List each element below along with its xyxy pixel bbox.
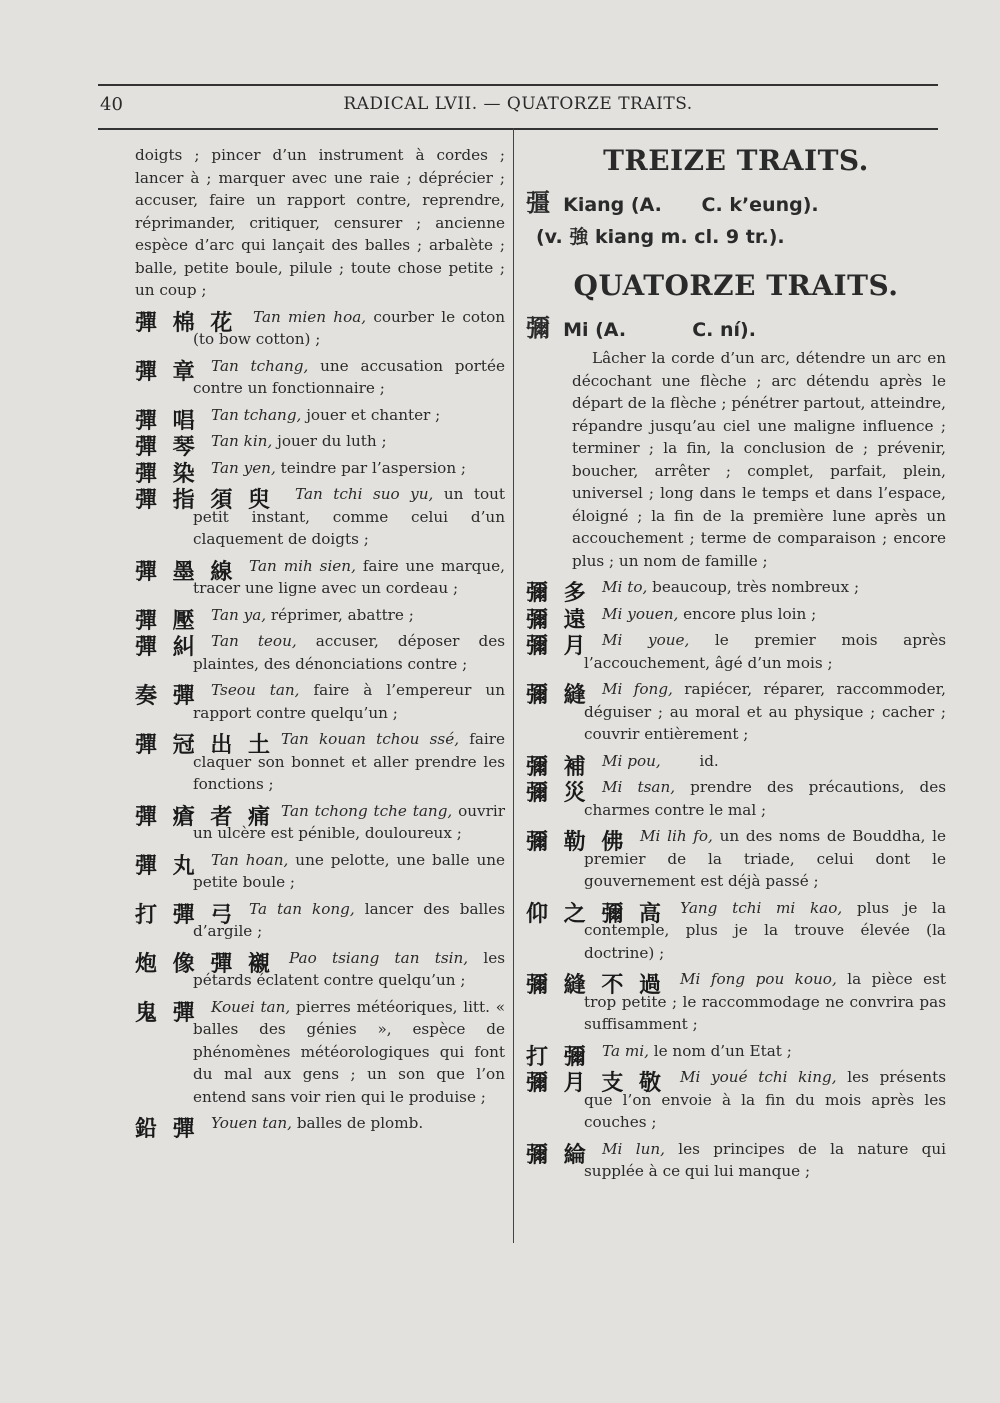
dictionary-entry [526, 629, 951, 674]
headword-mi-pron: Mi (A. C. ní). [563, 319, 756, 341]
dictionary-entry [135, 430, 505, 460]
dictionary-entry [135, 306, 510, 351]
entry-hanzi: 彌 勒 佛 [526, 830, 628, 855]
entry-romanization: Tan tchong tche tang, [281, 801, 453, 820]
entry-gloss: la pièce est trop petite ; le raccommodage ne convrira pas suffisamment ; [584, 970, 951, 1033]
entry-gloss: les principes de la nature qui supplée à ce qui lui manque ; [584, 1139, 951, 1180]
dictionary-entry [135, 800, 510, 845]
right-entry-list [526, 576, 951, 1183]
headword-kiang-variant: (v. 強 kiang m. cl. 9 tr.). [536, 226, 785, 248]
entry-romanization: Tan tchang, [211, 356, 309, 375]
entry-romanization: Mi lun, [602, 1139, 665, 1158]
entry-hanzi: 打 彌 [526, 1044, 590, 1070]
entry-romanization: Mi to, [602, 578, 648, 596]
entry-gloss: balles de plomb. [292, 1114, 424, 1132]
dictionary-entry [135, 679, 510, 724]
left-intro-paragraph: doigts ; pincer d’un instrument à cordes ; lancer à ; marquer avec une raie ; déprécier ; accuser, faire un rapport contre, reprendre, réprimander, critiquer, censurer ; ancienne espèce d’arc qui lançait des balles ; arbalète ; balle, petite boule, pilule ; toute chose petite ; un coup ; [135, 146, 505, 299]
entry-romanization: Tan teou, [211, 632, 297, 650]
entry-gloss: pierres météoriques, litt. « balles des génies », espèce de phénomènes météorologiques qui font du mal aux gens ; un son que l’on entend sans voir rien qui le produise ; [193, 997, 510, 1106]
entry-hanzi: 彈 墨 線 [135, 559, 237, 585]
entry-romanization: Mi tsan, [602, 778, 676, 796]
entry-hanzi: 仰 之 彌 高 [526, 901, 665, 927]
entry-gloss: ouvrir un ulcère est pénible, douloureux ; [193, 801, 510, 842]
dictionary-entry [135, 728, 510, 796]
dictionary-entry [135, 849, 510, 894]
entry-romanization: Tan tchang, [211, 405, 302, 424]
entry-gloss: faire claquer son bonnet et aller prendre les fonctions ; [193, 730, 510, 793]
entry-romanization: Kouei tan, [211, 997, 291, 1016]
headword-mi-definition: Lâcher la corde d’un arc, détendre un arc en décochant une flèche ; arc détendu après le départ de la flèche ; pénétrer partout, atteindre, répandre jusqu’au ciel une maligne influence ; terminer ; la fin, la conclusion de ; prévenir, boucher, arrêter ; complet, parfait, plein, universel ; long dans le temps et dans l’espace, éloigné ; la fin de la première lune après un accouchement ; terme de comparaison ; encore plus ; un nom de famille ; [572, 349, 946, 570]
entry-hanzi: 彈 琴 [135, 435, 199, 460]
entry-gloss: id. [660, 751, 719, 770]
dictionary-entry [526, 678, 951, 746]
entry-hanzi: 彈 瘡 者 痛 [135, 804, 274, 830]
entry-romanization: Tan mien hoa, [253, 307, 367, 326]
entry-gloss: faire une marque, tracer une ligne avec un cordeau ; [193, 556, 510, 597]
entry-romanization: Mi youe, [602, 631, 690, 649]
entry-gloss: jouer et chanter ; [301, 405, 441, 424]
section-title-quatorze: QUATORZE TRAITS. [573, 269, 899, 302]
entry-gloss: rapiécer, réparer, raccommoder, déguiser ; au moral et au physique ; cacher ; couvrir entièrement ; [584, 680, 951, 743]
entry-romanization: Tan tchi suo yu, [295, 485, 434, 503]
entry-romanization: Youen tan, [211, 1114, 292, 1132]
entry-romanization: Tan yen, [211, 458, 276, 477]
dictionary-entry [526, 1138, 951, 1183]
entry-hanzi: 鉛 彈 [135, 1117, 199, 1142]
entry-romanization: Ta mi, [602, 1041, 649, 1060]
dictionary-entry [135, 996, 510, 1109]
entry-romanization: Tan hoan, [211, 850, 289, 869]
page-header [98, 84, 938, 130]
entry-romanization: Mi youen, [602, 604, 679, 623]
entry-gloss: courber le coton (to bow cotton) ; [193, 307, 510, 348]
dictionary-entry [135, 630, 510, 675]
right-column [526, 144, 951, 1183]
entry-gloss: accuser, déposer des plaintes, des dénonciations contre ; [193, 632, 510, 673]
entry-hanzi: 奏 彈 [135, 684, 199, 709]
entry-romanization: Tan kouan tchou ssé, [281, 730, 460, 748]
dictionary-entry [526, 750, 946, 780]
entry-hanzi: 彈 唱 [135, 408, 199, 434]
entry-gloss: encore plus loin ; [678, 604, 817, 623]
dictionary-entry [526, 776, 951, 821]
entry-hanzi: 彈 糾 [135, 635, 199, 660]
dictionary-entry [135, 404, 505, 434]
entry-hanzi: 彌 月 [526, 634, 590, 659]
entry-romanization: Ta tan kong, [249, 899, 355, 918]
entry-gloss: faire à l’empereur un rapport contre quelqu’un ; [193, 681, 510, 722]
entry-hanzi: 彈 棉 花 [135, 310, 237, 336]
entry-hanzi: 彈 章 [135, 359, 199, 385]
entry-romanization: Mi youé tchi king, [680, 1068, 837, 1086]
entry-hanzi: 彌 災 [526, 781, 590, 806]
dictionary-entry [526, 897, 951, 965]
headword-mi-char: 彌 [526, 314, 550, 342]
entry-hanzi: 彌 月 支 敬 [526, 1071, 665, 1096]
entry-gloss: prendre des précautions, des charmes contre le mal ; [584, 778, 951, 819]
entry-hanzi: 彌 綸 [526, 1142, 590, 1168]
dictionary-entry [135, 483, 510, 551]
dictionary-entry [526, 603, 946, 633]
dictionary-entry [135, 555, 510, 600]
headword-mi [526, 308, 946, 343]
dictionary-entry [526, 576, 946, 606]
entry-romanization: Mi fong, [602, 680, 673, 698]
entry-hanzi: 彌 補 [526, 754, 590, 780]
entry-gloss: un tout petit instant, comme celui d’un claquement de doigts ; [193, 485, 510, 548]
entry-hanzi: 打 彈 弓 [135, 902, 237, 928]
entry-gloss: réprimer, abattre ; [266, 605, 414, 624]
column-divider [513, 128, 514, 1243]
entry-gloss: les pétards éclatent contre quelqu’un ; [193, 948, 510, 989]
entry-gloss: jouer du luth ; [272, 432, 387, 450]
dictionary-entry [135, 457, 505, 487]
dictionary-entry [135, 1112, 505, 1142]
entry-gloss: beaucoup, très nombreux ; [647, 578, 860, 596]
entry-romanization: Tan ya, [211, 605, 267, 624]
entry-gloss: un des noms de Bouddha, le premier de la triade, celui dont le gouvernement est déjà passé ; [584, 827, 951, 890]
dictionary-entry [135, 355, 510, 400]
entry-gloss: teindre par l’aspersion ; [275, 458, 467, 477]
entry-romanization: Mi pou, [602, 751, 661, 770]
entry-romanization: Tan kin, [211, 432, 273, 450]
entry-hanzi: 彈 丸 [135, 853, 199, 879]
dictionary-entry [526, 825, 951, 893]
dictionary-entry [135, 947, 510, 992]
left-column [135, 144, 510, 1142]
dictionary-entry [526, 1040, 946, 1070]
entry-hanzi: 彌 縫 [526, 683, 590, 708]
entry-hanzi: 彈 指 須 臾 [135, 488, 274, 513]
entry-romanization: Yang tchi mi kao, [680, 898, 843, 917]
left-entry-list [135, 306, 510, 1142]
entry-romanization: Pao tsiang tan tsin, [289, 948, 469, 967]
entry-gloss: une accusation portée contre un fonctionnaire ; [193, 356, 510, 397]
dictionary-entry [135, 604, 505, 634]
running-title: RADICAL LVII. — QUATORZE TRAITS. [343, 94, 693, 114]
entry-hanzi: 彈 冠 出 土 [135, 733, 274, 758]
entry-gloss: le premier mois après l’accouchement, âgé d’un mois ; [584, 631, 951, 672]
entry-hanzi: 彌 遠 [526, 607, 590, 633]
entry-romanization: Mi lih fo, [640, 827, 713, 845]
entry-romanization: Mi fong pou kouo, [680, 970, 837, 988]
entry-hanzi: 彈 壓 [135, 608, 199, 634]
entry-romanization: Tseou tan, [211, 681, 300, 699]
dictionary-entry [526, 1066, 951, 1134]
dictionary-entry [526, 968, 951, 1036]
entry-hanzi: 彈 染 [135, 461, 199, 487]
entry-hanzi: 彌 多 [526, 581, 590, 606]
entry-gloss: une pelotte, une balle une petite boule ; [193, 850, 510, 891]
entry-hanzi: 彌 縫 不 過 [526, 973, 665, 998]
section-title-treize: TREIZE TRAITS. [603, 144, 869, 177]
headword-kiang-pron: Kiang (A. C. k’eung). [563, 194, 819, 216]
page-number: 40 [100, 94, 123, 115]
entry-romanization: Tan mih sien, [249, 556, 356, 575]
headword-kiang-char: 彊 [526, 189, 550, 217]
entry-gloss: le nom d’un Etat ; [648, 1041, 792, 1060]
entry-gloss: lancer des balles d’argile ; [193, 899, 510, 940]
entry-gloss: les présents que l’on envoie à la fin du mois après les couches ; [584, 1068, 951, 1131]
entry-hanzi: 鬼 彈 [135, 1000, 199, 1026]
entry-gloss: plus je la contemple, plus je la trouve élevée (la doctrine) ; [584, 898, 951, 962]
dictionary-entry [135, 898, 510, 943]
entry-hanzi: 炮 像 彈 襯 [135, 951, 274, 977]
headword-kiang [526, 183, 946, 218]
